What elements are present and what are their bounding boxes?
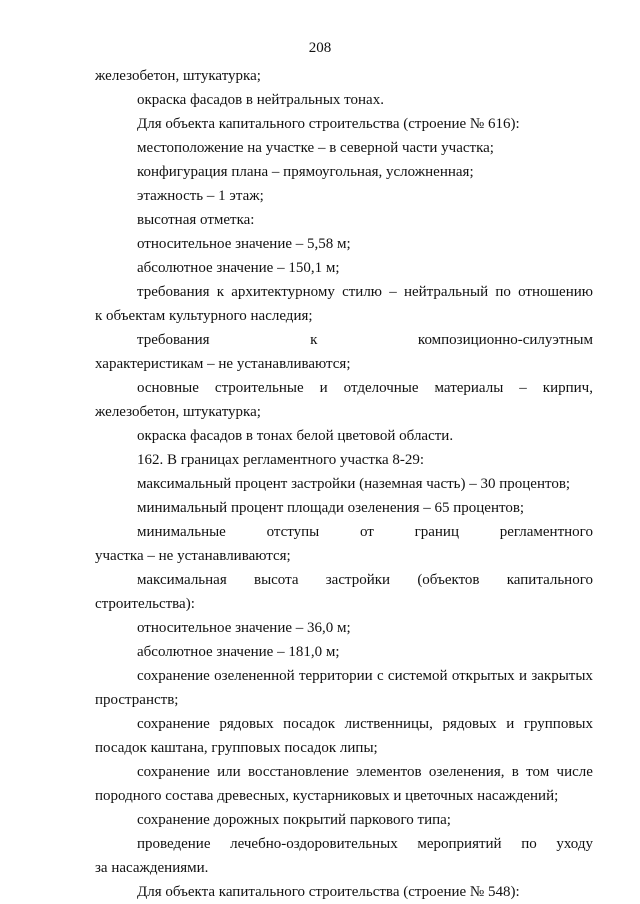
text-word: максимальная xyxy=(137,572,227,588)
text-line: пространств; xyxy=(95,692,179,708)
text-word: числе xyxy=(556,764,593,780)
text-word: основные xyxy=(137,380,199,396)
text-word: материалы xyxy=(434,380,504,396)
page-number: 208 xyxy=(308,40,332,56)
text-word: сохранение xyxy=(137,764,210,780)
text-word: от xyxy=(359,524,374,540)
text-line xyxy=(137,328,593,352)
text-line xyxy=(137,376,593,400)
text-word: уходу xyxy=(556,836,593,852)
text-line: окраска фасадов в нейтральных тонах. xyxy=(137,92,384,108)
text-word: рядовых xyxy=(219,716,274,732)
text-word: – xyxy=(389,284,397,300)
text-line xyxy=(137,280,593,304)
text-word: стилю xyxy=(342,284,383,300)
text-word: закрытых xyxy=(531,668,593,684)
text-line: абсолютное значение – 150,1 м; xyxy=(137,260,340,276)
text-word: и xyxy=(506,716,515,732)
text-word: строительные xyxy=(214,380,304,396)
text-line xyxy=(137,832,593,856)
text-word: рядовых xyxy=(442,716,497,732)
text-word: территории xyxy=(298,668,373,684)
text-word: озеленения, xyxy=(428,764,505,780)
text-word: том xyxy=(526,764,550,780)
text-word: сохранение xyxy=(137,668,210,684)
text-word: восстановление xyxy=(247,764,349,780)
text-word: элементов xyxy=(356,764,422,780)
text-line: относительное значение – 5,58 м; xyxy=(137,236,351,252)
text-word: границ xyxy=(414,524,459,540)
text-word: отношению xyxy=(518,284,593,300)
text-line xyxy=(137,568,593,592)
text-word: лиственницы, xyxy=(344,716,433,732)
text-word: мероприятий xyxy=(417,836,502,852)
text-line: сохранение дорожных покрытий паркового типа; xyxy=(137,812,451,828)
text-word: регламентного xyxy=(499,524,593,540)
text-word: сохранение xyxy=(137,716,210,732)
text-word: отделочные xyxy=(343,380,419,396)
text-line: абсолютное значение – 181,0 м; xyxy=(137,644,340,660)
text-line: местоположение на участке – в северной части участка; xyxy=(137,140,494,156)
text-line: максимальный процент застройки (наземная часть) – 30 процентов; xyxy=(137,476,571,492)
text-line: Для объекта капитального строительства (строение № 548): xyxy=(137,884,520,900)
text-line: строительства): xyxy=(95,596,195,612)
text-line: за насаждениями. xyxy=(95,860,209,876)
text-word: по xyxy=(495,284,511,300)
text-line: этажность – 1 этаж; xyxy=(137,188,264,204)
text-line xyxy=(137,712,593,736)
text-word: к xyxy=(216,284,225,300)
text-word: требования xyxy=(137,284,210,300)
text-word: лечебно-оздоровительных xyxy=(230,836,398,852)
text-line: железобетон, штукатурка; xyxy=(95,404,261,420)
text-word: отступы xyxy=(266,524,320,540)
text-word: озелененной xyxy=(214,668,295,684)
text-line xyxy=(137,760,593,784)
text-word: или xyxy=(217,764,241,780)
text-word: капитального xyxy=(506,572,593,588)
text-word: застройки xyxy=(325,572,391,588)
text-line xyxy=(137,520,593,544)
text-line: железобетон, штукатурка; xyxy=(95,68,261,84)
text-line: посадок каштана, групповых посадок липы; xyxy=(95,740,378,756)
text-word: системой xyxy=(387,668,448,684)
text-line xyxy=(137,664,593,688)
text-word: посадок xyxy=(283,716,335,732)
text-word: и xyxy=(319,380,328,396)
text-line: высотная отметка: xyxy=(137,212,255,228)
text-word: в xyxy=(511,764,519,780)
text-line: окраска фасадов в тонах белой цветовой области. xyxy=(137,428,454,444)
text-word: к xyxy=(310,332,318,348)
text-word: архитектурному xyxy=(231,284,335,300)
text-line: к объектам культурного наследия; xyxy=(95,308,313,324)
text-line: относительное значение – 36,0 м; xyxy=(137,620,351,636)
text-word: высота xyxy=(253,572,299,588)
text-word: нейтральный xyxy=(403,284,489,300)
text-word: с xyxy=(376,668,384,684)
text-line: 162. В границах регламентного участка 8-29: xyxy=(137,452,425,468)
text-word: минимальные xyxy=(137,524,226,540)
text-word: групповых xyxy=(523,716,593,732)
text-word: композиционно-силуэтным xyxy=(417,332,593,348)
text-word: требования xyxy=(137,332,210,348)
text-word: кирпич, xyxy=(542,380,593,396)
text-word: и xyxy=(518,668,528,684)
text-word: по xyxy=(521,836,537,852)
text-line: характеристикам – не устанавливаются; xyxy=(95,356,351,372)
text-word: – xyxy=(519,380,527,396)
text-line: минимальный процент площади озеленения – 65 процентов; xyxy=(137,500,525,516)
text-line: Для объекта капитального строительства (строение № 616): xyxy=(137,116,520,132)
text-line: породного состава древесных, кустарниковых и цветочных насаждений; xyxy=(95,788,559,804)
text-word: (объектов xyxy=(417,572,480,588)
text-word: открытых xyxy=(451,668,515,684)
text-word: проведение xyxy=(137,836,211,852)
text-line: конфигурация плана – прямоугольная, усложненная; xyxy=(137,164,474,180)
text-line: участка – не устанавливаются; xyxy=(95,548,291,564)
